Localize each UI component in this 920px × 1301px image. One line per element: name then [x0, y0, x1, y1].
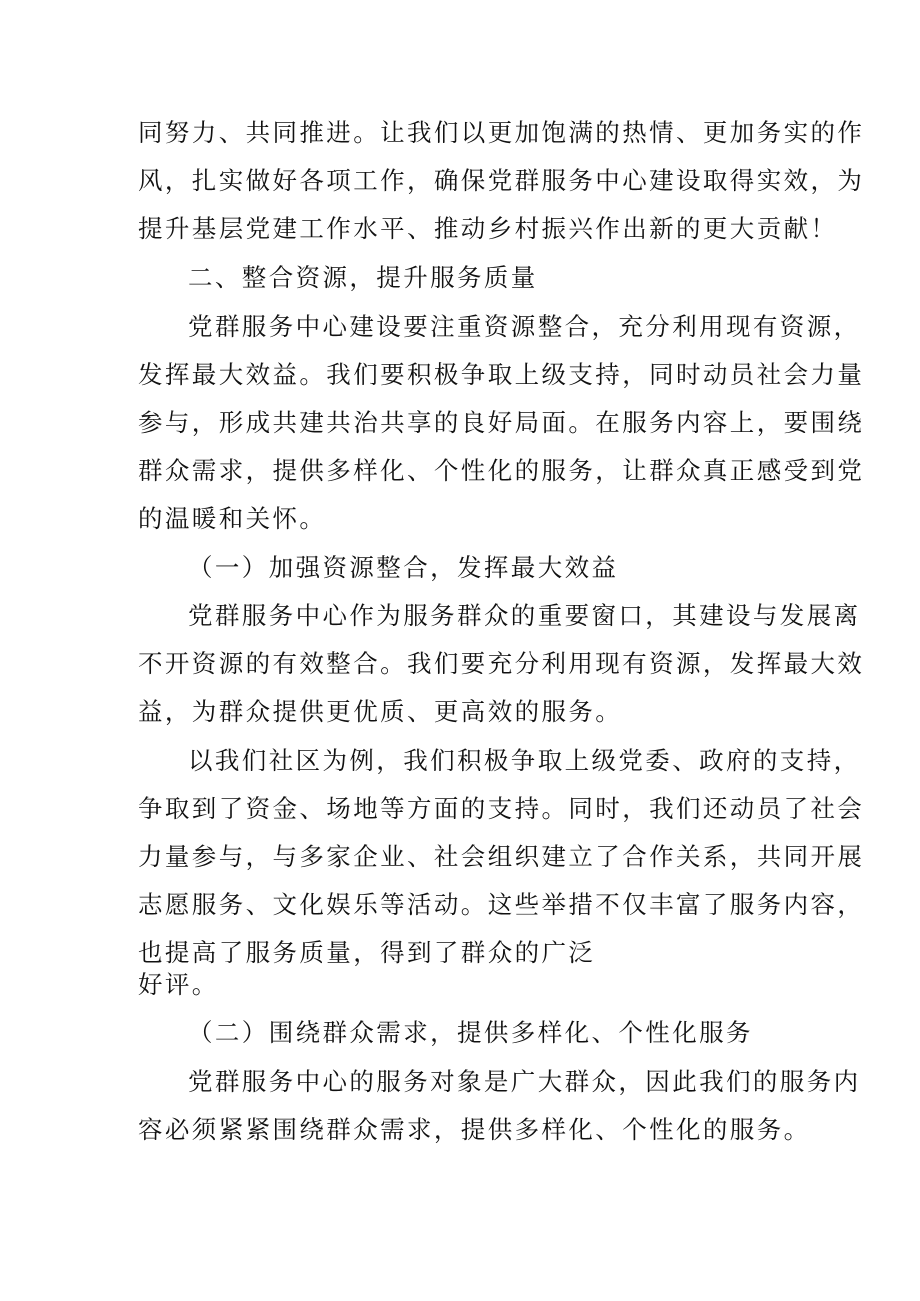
paragraph-line: 争取到了资金、场地等方面的支持。同时，我们还动员了社会	[138, 794, 865, 823]
subsection-heading: （二）围绕群众需求，提供多样化、个性化服务	[188, 1018, 753, 1047]
paragraph-line: 的温暖和关怀。	[138, 504, 327, 533]
paragraph-line: 参与，形成共建共治共享的良好局面。在服务内容上，要围绕	[138, 408, 865, 437]
section-heading: 二、整合资源，提升服务质量	[188, 263, 538, 292]
paragraph-line: 提升基层党建工作水平、推动乡村振兴作出新的更大贡献！	[138, 214, 838, 243]
paragraph-line: 风，扎实做好各项工作，确保党群服务中心建设取得实效，为	[138, 166, 865, 195]
paragraph-line: 好评。	[138, 970, 219, 999]
paragraph-line: 以我们社区为例，我们积极争取上级党委、政府的支持，	[188, 746, 861, 775]
paragraph-line: 志愿服务、文化娱乐等活动。这些举措不仅丰富了服务内容，	[138, 890, 865, 919]
paragraph-line: 群众需求，提供多样化、个性化的服务，让群众真正感受到党	[138, 456, 865, 485]
paragraph-line: 党群服务中心建设要注重资源整合，充分利用现有资源，	[188, 312, 861, 341]
paragraph-line: 容必须紧紧围绕群众需求，提供多样化、个性化的服务。	[138, 1115, 811, 1144]
subsection-heading: （一）加强资源整合，发挥最大效益	[188, 553, 619, 582]
paragraph-line: 党群服务中心的服务对象是广大群众，因此我们的服务内	[188, 1067, 861, 1096]
paragraph-line: 同努力、共同推进。让我们以更加饱满的热情、更加务实的作	[138, 118, 865, 147]
paragraph-line: 党群服务中心作为服务群众的重要窗口，其建设与发展离	[188, 601, 861, 630]
paragraph-line: 不开资源的有效整合。我们要充分利用现有资源，发挥最大效	[138, 649, 865, 678]
paragraph-line: 力量参与，与多家企业、社会组织建立了合作关系，共同开展	[138, 842, 865, 871]
paragraph-line: 也提高了服务质量，得到了群众的广泛	[138, 938, 596, 967]
paragraph-line: 益，为群众提供更优质、更高效的服务。	[138, 697, 623, 726]
paragraph-line: 发挥最大效益。我们要积极争取上级支持，同时动员社会力量	[138, 360, 865, 389]
